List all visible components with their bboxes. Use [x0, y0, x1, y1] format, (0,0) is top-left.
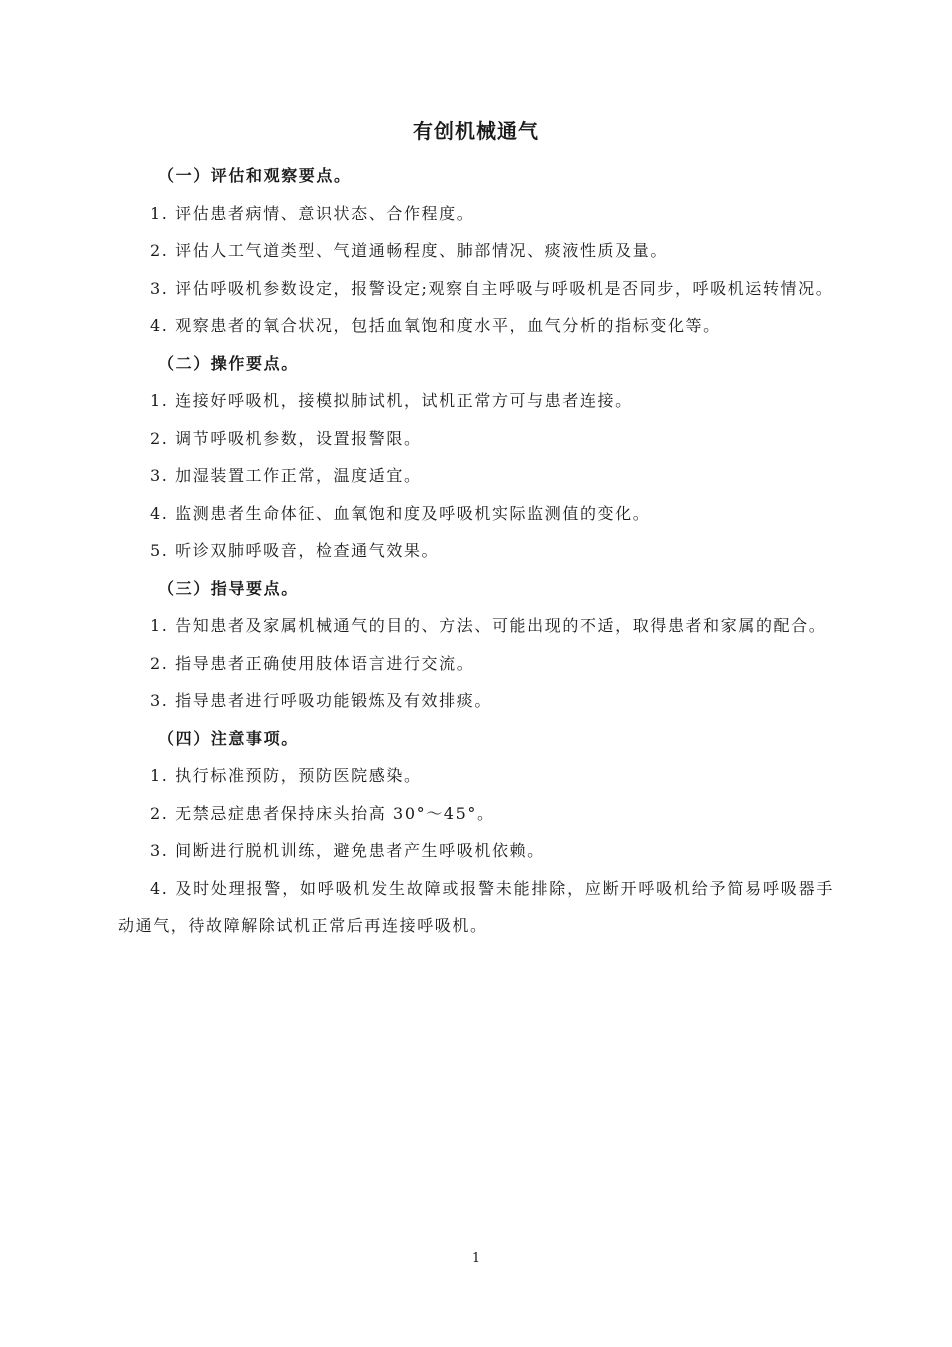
- section-heading: （二）操作要点。: [158, 353, 299, 373]
- document-body: [118, 157, 834, 945]
- section-heading: （一）评估和观察要点。: [158, 166, 352, 185]
- section-item: 4. 及时处理报警，如呼吸机发生故障或报警未能排除，应断开呼吸机给予简易呼吸器手动通气，待故障解除试机正常后再连接呼吸机。: [118, 878, 834, 935]
- section-item: 3. 评估呼吸机参数设定，报警设定;观察自主呼吸与呼吸机是否同步，呼吸机运转情况。: [150, 278, 834, 298]
- section-item: 3. 加湿装置工作正常，温度适宜。: [150, 466, 422, 485]
- section-item: 3. 间断进行脱机训练，避免患者产生呼吸机依赖。: [150, 841, 545, 860]
- section-item: 1. 连接好呼吸机，接模拟肺试机，试机正常方可与患者连接。: [150, 391, 633, 410]
- section-item: 2. 调节呼吸机参数，设置报警限。: [150, 428, 422, 448]
- section-heading: （四）注意事项。: [158, 728, 299, 748]
- page-number: 1: [471, 1251, 481, 1266]
- section-item: 3. 指导患者进行呼吸功能锻炼及有效排痰。: [150, 691, 492, 710]
- section-item: 5. 听诊双肺呼吸音，检查通气效果。: [150, 541, 440, 560]
- section-item: 2. 指导患者正确使用肢体语言进行交流。: [150, 653, 475, 673]
- section-item: 4. 观察患者的氧合状况，包括血氧饱和度水平，血气分析的指标变化等。: [150, 316, 721, 335]
- section-heading: （三）指导要点。: [158, 578, 299, 598]
- section-item: 4. 监测患者生命体征、血氧饱和度及呼吸机实际监测值的变化。: [150, 503, 651, 523]
- document-title: 有创机械通气: [413, 119, 539, 143]
- section-item: 1. 告知患者及家属机械通气的目的、方法、可能出现的不适，取得患者和家属的配合。: [150, 616, 827, 635]
- section-item: 2. 无禁忌症患者保持床头抬高 30°～45°。: [150, 803, 495, 823]
- section-item: 1. 执行标准预防，预防医院感染。: [150, 766, 422, 785]
- section-item: 1. 评估患者病情、意识状态、合作程度。: [150, 203, 475, 223]
- section-item: 2. 评估人工气道类型、气道通畅程度、肺部情况、痰液性质及量。: [150, 241, 668, 260]
